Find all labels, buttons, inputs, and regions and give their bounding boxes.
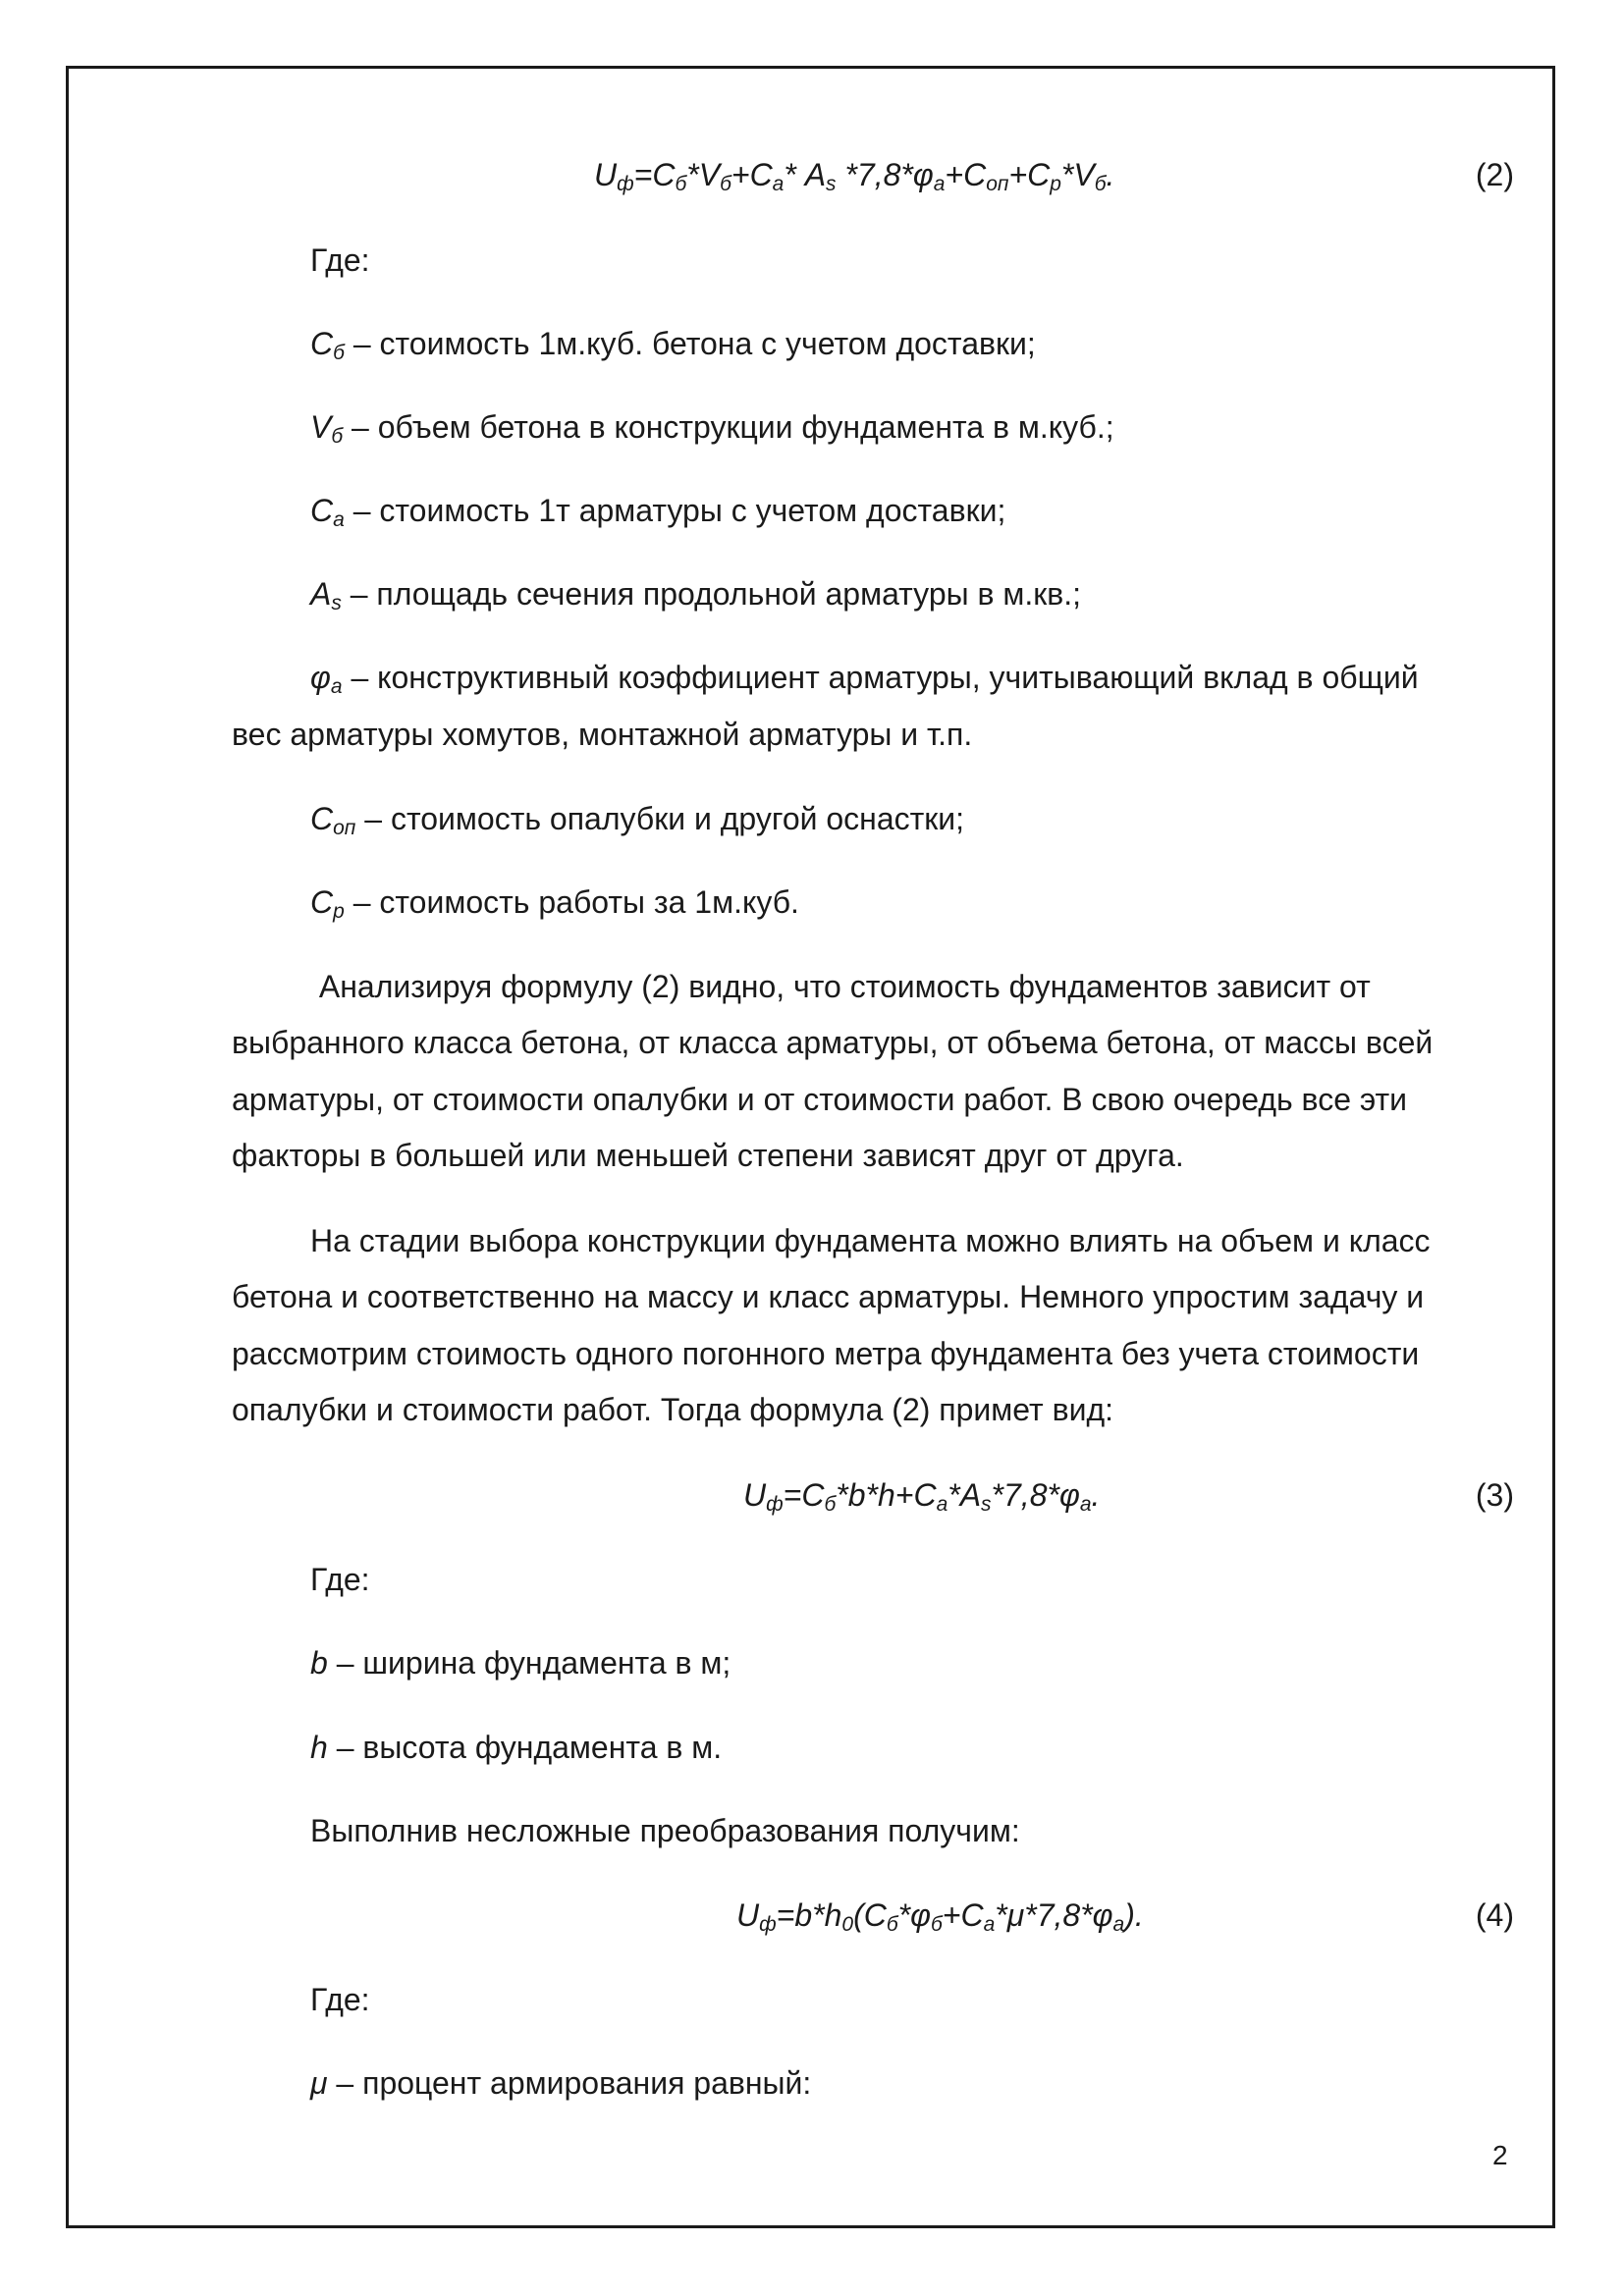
def-as: $A_s$ – площадь сечения продольной арматуры в м.кв.; — [310, 576, 1082, 614]
para2-line-4: опалубки и стоимости работ. Тогда формула (2) примет вид: — [232, 1392, 1113, 1427]
para1-line-2: выбранного класса бетона, от класса арматуры, от объема бетона, от массы всей — [232, 1025, 1434, 1060]
transform-text: Выполнив несложные преобразования получим: — [310, 1813, 1020, 1848]
where-label-3: Где: — [310, 1982, 370, 2017]
para2-line-1: На стадии выбора конструкции фундамента можно влиять на объем и класс — [310, 1223, 1431, 1258]
def-v-b: $V_б$ – объем бетона в конструкции фундамента в м.куб.; — [310, 409, 1114, 448]
def-phi-a-cont: вес арматуры хомутов, монтажной арматуры и т.п. — [232, 717, 973, 752]
equation-number-4: (4) — [1475, 1897, 1514, 1933]
def-h: h – высота фундамента в м. — [310, 1730, 723, 1765]
def-c-a: $C_а$ – стоимость 1т арматуры с учетом доставки; — [310, 493, 1006, 531]
where-label-2: Где: — [310, 1562, 370, 1597]
def-b: b – ширина фундамента в м; — [310, 1645, 731, 1681]
para1-line-4: факторы в большей или меньшей степени зависят друг от друга. — [232, 1138, 1184, 1173]
def-c-b: $C_б$ – стоимость 1м.куб. бетона с учетом доставки; — [310, 326, 1036, 364]
para2-line-2: бетона и соответственно на массу и класс арматуры. Немного упростим задачу и — [232, 1279, 1425, 1314]
equation-number-3: (3) — [1475, 1477, 1514, 1513]
def-c-r: $C_р$ – стоимость работы за 1м.куб. — [310, 884, 799, 923]
para1-line-3: арматуры, от стоимости опалубки и от стоимости работ. В свою очередь все эти — [232, 1082, 1408, 1117]
para2-line-3: рассмотрим стоимость одного погонного метра фундамента без учета стоимости — [232, 1336, 1420, 1371]
def-phi-a: $\varphi_а$ – конструктивный коэффициент арматуры, учитывающий вклад в общий — [310, 660, 1419, 698]
page-number: 2 — [1492, 2140, 1508, 2170]
formula-4: $U_ф=b*h_0(C_б*\varphi_б+C_а*\mu*7,8*\varphi_а)$. — [736, 1897, 1144, 1936]
formula-3: $U_ф=C_б*b*h+C_а*A_s*7,8*\varphi_а$. — [743, 1477, 1101, 1516]
def-mu: μ – процент армирования равный: — [310, 2065, 812, 2101]
where-label: Где: — [310, 242, 370, 278]
para1-line-1: Анализируя формулу (2) видно, что стоимость фундаментов зависит от — [310, 969, 1371, 1004]
def-c-op: $C_{оп}$ – стоимость опалубки и другой оснастки; — [310, 801, 965, 839]
formula-2: $U_ф=C_б*V_б+C_а*$ $A_s$ $*7,8*\varphi_а+C_{оп}+C_р*V_б$. — [594, 157, 1115, 195]
equation-number-2: (2) — [1475, 157, 1514, 192]
